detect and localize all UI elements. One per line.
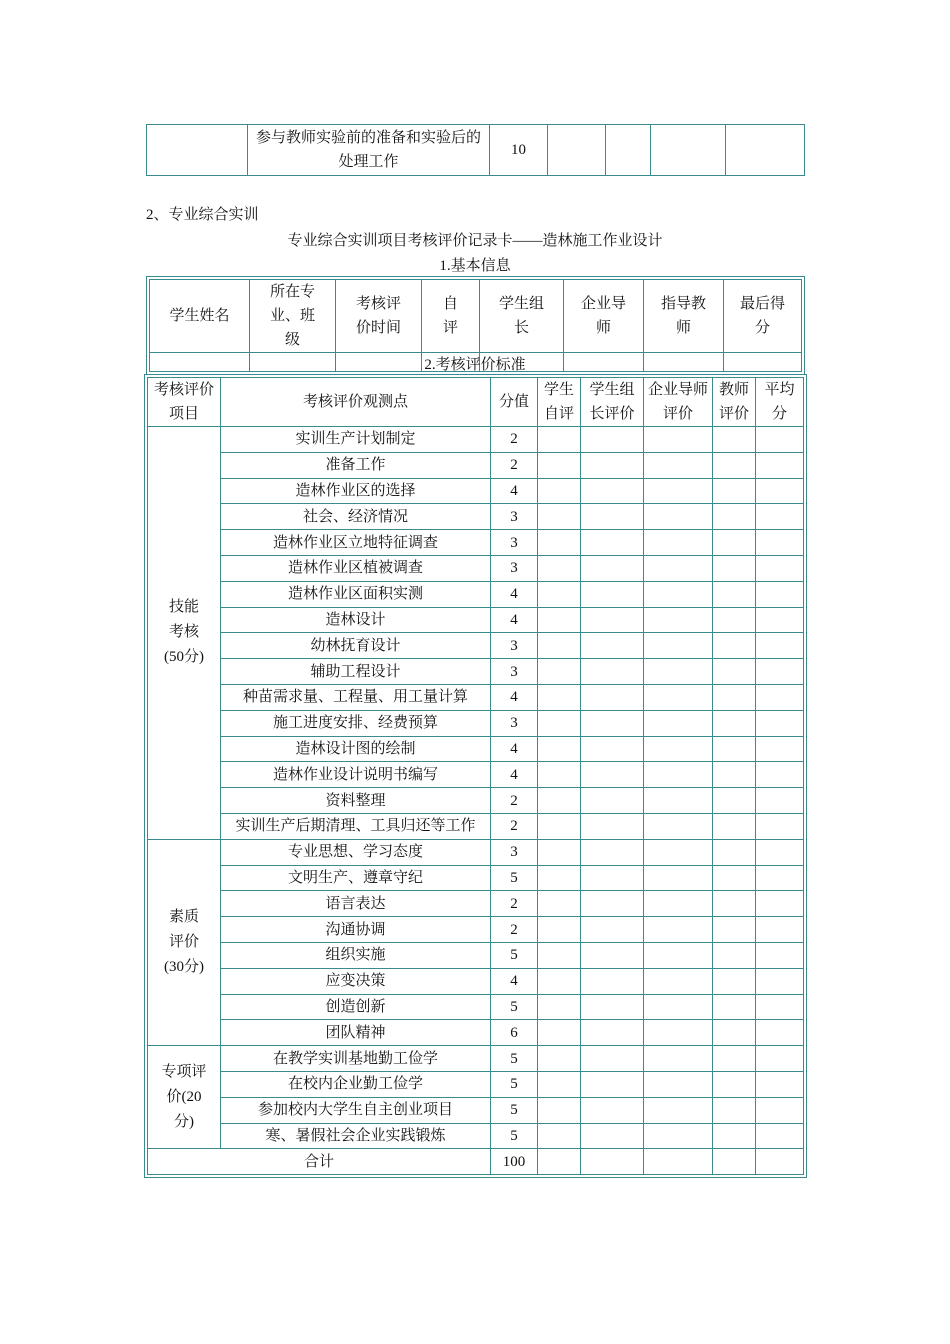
evaluation-input-cell[interactable] — [538, 1149, 581, 1175]
evaluation-input-cell[interactable] — [538, 994, 581, 1020]
observation-point: 在校内企业勤工俭学 — [221, 1071, 491, 1097]
evaluation-input-cell[interactable] — [538, 427, 581, 453]
evaluation-input-cell[interactable] — [713, 788, 756, 814]
basic-info-header-cell: 自评 — [422, 280, 480, 353]
evaluation-input-cell[interactable] — [713, 427, 756, 453]
table-row — [148, 1097, 804, 1123]
observation-point: 沟通协调 — [221, 917, 491, 943]
evaluation-input-cell[interactable] — [538, 736, 581, 762]
evaluation-input-cell[interactable] — [581, 891, 644, 917]
score-value: 5 — [491, 1071, 538, 1097]
evaluation-input-cell[interactable] — [756, 891, 804, 917]
evaluation-input-cell[interactable] — [756, 581, 804, 607]
evaluation-input-cell[interactable] — [581, 659, 644, 685]
table-row — [148, 994, 804, 1020]
score-value: 2 — [491, 813, 538, 839]
observation-point: 文明生产、遵章守纪 — [221, 865, 491, 891]
evaluation-input-cell[interactable] — [644, 607, 713, 633]
evaluation-input-cell[interactable] — [538, 1046, 581, 1072]
table-row — [148, 607, 804, 633]
table-row — [148, 1071, 804, 1097]
evaluation-input-cell[interactable] — [713, 1020, 756, 1046]
observation-point: 造林设计图的绘制 — [221, 736, 491, 762]
evaluation-input-cell[interactable] — [538, 917, 581, 943]
previous-table-tail — [146, 124, 805, 176]
evaluation-input-cell[interactable] — [644, 762, 713, 788]
evaluation-input-cell[interactable] — [713, 1097, 756, 1123]
evaluation-input-cell[interactable] — [538, 891, 581, 917]
header-self-eval: 学生自评 — [538, 378, 581, 427]
evaluation-input-cell[interactable] — [644, 710, 713, 736]
observation-point: 团队精神 — [221, 1020, 491, 1046]
evaluation-input-cell[interactable] — [713, 659, 756, 685]
score-value: 2 — [491, 427, 538, 453]
evaluation-input-cell[interactable] — [538, 1020, 581, 1046]
evaluation-input-cell[interactable] — [644, 504, 713, 530]
evaluation-input-cell[interactable] — [538, 1123, 581, 1149]
evaluation-input-cell[interactable] — [644, 813, 713, 839]
evaluation-input-cell[interactable] — [713, 968, 756, 994]
evaluation-input-cell[interactable] — [581, 427, 644, 453]
observation-point: 实训生产计划制定 — [221, 427, 491, 453]
evaluation-input-cell[interactable] — [644, 633, 713, 659]
observation-point: 创造创新 — [221, 994, 491, 1020]
table-row — [148, 917, 804, 943]
evaluation-input-cell[interactable] — [538, 968, 581, 994]
table-cell — [606, 125, 651, 176]
evaluation-input-cell[interactable] — [756, 813, 804, 839]
observation-point: 组织实施 — [221, 942, 491, 968]
table-row — [148, 1020, 804, 1046]
evaluation-input-cell[interactable] — [644, 684, 713, 710]
evaluation-input-cell[interactable] — [713, 762, 756, 788]
evaluation-input-cell[interactable] — [581, 788, 644, 814]
total-row — [148, 1149, 804, 1175]
table-row — [148, 684, 804, 710]
table-row — [148, 452, 804, 478]
evaluation-input-cell[interactable] — [713, 633, 756, 659]
evaluation-input-cell[interactable] — [756, 555, 804, 581]
evaluation-input-cell[interactable] — [756, 452, 804, 478]
score-value: 4 — [491, 736, 538, 762]
evaluation-input-cell[interactable] — [644, 891, 713, 917]
evaluation-input-cell[interactable] — [713, 1046, 756, 1072]
score-value: 3 — [491, 659, 538, 685]
score-value: 4 — [491, 762, 538, 788]
evaluation-input-cell[interactable] — [644, 839, 713, 865]
evaluation-input-cell[interactable] — [644, 1046, 713, 1072]
table-row — [148, 555, 804, 581]
card-title: 专业综合实训项目考核评价记录卡——造林施工作业设计 — [287, 233, 663, 249]
header-point: 考核评价观测点 — [221, 378, 491, 427]
evaluation-input-cell[interactable] — [713, 555, 756, 581]
evaluation-input-cell[interactable] — [756, 968, 804, 994]
evaluation-input-cell[interactable] — [644, 530, 713, 556]
evaluation-input-cell[interactable] — [713, 813, 756, 839]
evaluation-input-cell[interactable] — [581, 942, 644, 968]
evaluation-input-cell[interactable] — [756, 659, 804, 685]
evaluation-input-cell[interactable] — [581, 555, 644, 581]
evaluation-input-cell[interactable] — [644, 659, 713, 685]
evaluation-input-cell[interactable] — [644, 1123, 713, 1149]
evaluation-input-cell[interactable] — [756, 917, 804, 943]
basic-info-header-cell: 指导教师 — [644, 280, 724, 353]
evaluation-input-cell[interactable] — [581, 504, 644, 530]
table-row — [148, 530, 804, 556]
evaluation-input-cell[interactable] — [581, 813, 644, 839]
evaluation-input-cell[interactable] — [581, 1123, 644, 1149]
evaluation-input-cell[interactable] — [644, 994, 713, 1020]
header-score: 分值 — [491, 378, 538, 427]
observation-point: 辅助工程设计 — [221, 659, 491, 685]
table-row — [148, 942, 804, 968]
table-row — [148, 839, 804, 865]
score-value: 6 — [491, 1020, 538, 1046]
basic-info-header-cell: 学生组长 — [480, 280, 564, 353]
criteria-table — [147, 377, 804, 1175]
evaluation-input-cell[interactable] — [756, 633, 804, 659]
evaluation-input-cell[interactable] — [713, 1149, 756, 1175]
observation-point: 应变决策 — [221, 968, 491, 994]
evaluation-input-cell[interactable] — [713, 865, 756, 891]
category-cell: 素质评价(30分) — [148, 839, 221, 1045]
evaluation-input-cell[interactable] — [581, 581, 644, 607]
evaluation-input-cell[interactable] — [756, 736, 804, 762]
evaluation-input-cell[interactable] — [713, 942, 756, 968]
observation-point: 造林作业区的选择 — [221, 478, 491, 504]
evaluation-input-cell[interactable] — [756, 1046, 804, 1072]
section-heading: 2、专业综合实训 — [146, 207, 259, 223]
observation-point: 造林作业区面积实测 — [221, 581, 491, 607]
score-value: 2 — [491, 788, 538, 814]
evaluation-input-cell[interactable] — [644, 555, 713, 581]
total-label: 合计 — [148, 1149, 491, 1175]
evaluation-input-cell[interactable] — [756, 427, 804, 453]
header-teacher-eval: 教师评价 — [713, 378, 756, 427]
score-value: 3 — [491, 530, 538, 556]
evaluation-input-cell[interactable] — [644, 865, 713, 891]
evaluation-input-cell[interactable] — [644, 452, 713, 478]
evaluation-input-cell[interactable] — [713, 736, 756, 762]
evaluation-input-cell[interactable] — [581, 1020, 644, 1046]
observation-point: 寒、暑假社会企业实践锻炼 — [221, 1123, 491, 1149]
evaluation-input-cell[interactable] — [756, 788, 804, 814]
table-row — [148, 478, 804, 504]
score-value: 3 — [491, 839, 538, 865]
score-value: 3 — [491, 555, 538, 581]
category-cell: 专项评价(20分) — [148, 1046, 221, 1149]
table-row — [148, 1046, 804, 1072]
observation-point: 造林作业区植被调查 — [221, 555, 491, 581]
evaluation-input-cell[interactable] — [713, 684, 756, 710]
basic-info-header-cell: 学生姓名 — [150, 280, 250, 353]
evaluation-input-cell[interactable] — [538, 788, 581, 814]
basic-info-header-cell: 考核评价时间 — [336, 280, 422, 353]
score-value: 3 — [491, 504, 538, 530]
total-score: 100 — [491, 1149, 538, 1175]
evaluation-input-cell[interactable] — [756, 942, 804, 968]
basic-info-header-row — [150, 280, 802, 353]
criteria-title: 2.考核评价标准 — [424, 357, 526, 373]
observation-point: 语言表达 — [221, 891, 491, 917]
table-cell — [651, 125, 726, 176]
evaluation-input-cell[interactable] — [713, 891, 756, 917]
table-row — [148, 813, 804, 839]
basic-info-title: 1.基本信息 — [439, 258, 511, 274]
header-average: 平均分 — [756, 378, 804, 427]
evaluation-input-cell[interactable] — [538, 1071, 581, 1097]
category-cell: 技能考核(50分) — [148, 427, 221, 840]
observation-point: 施工进度安排、经费预算 — [221, 710, 491, 736]
evaluation-input-cell[interactable] — [756, 478, 804, 504]
observation-point: 幼林抚育设计 — [221, 633, 491, 659]
evaluation-input-cell[interactable] — [756, 762, 804, 788]
table-row — [148, 865, 804, 891]
evaluation-input-cell[interactable] — [581, 839, 644, 865]
score-value: 3 — [491, 633, 538, 659]
evaluation-input-cell[interactable] — [538, 581, 581, 607]
score-value: 2 — [491, 917, 538, 943]
score-value: 5 — [491, 994, 538, 1020]
evaluation-input-cell[interactable] — [538, 684, 581, 710]
score-value: 2 — [491, 891, 538, 917]
evaluation-input-cell[interactable] — [756, 1020, 804, 1046]
evaluation-input-cell[interactable] — [581, 1071, 644, 1097]
table-row — [148, 659, 804, 685]
evaluation-input-cell[interactable] — [581, 968, 644, 994]
table-row — [148, 762, 804, 788]
evaluation-input-cell[interactable] — [756, 1123, 804, 1149]
basic-info-header-cell: 企业导师 — [564, 280, 644, 353]
evaluation-input-cell[interactable] — [756, 1071, 804, 1097]
evaluation-input-cell[interactable] — [581, 710, 644, 736]
evaluation-input-cell[interactable] — [538, 659, 581, 685]
observation-point: 社会、经济情况 — [221, 504, 491, 530]
evaluation-input-cell[interactable] — [538, 504, 581, 530]
header-category: 考核评价项目 — [148, 378, 221, 427]
header-mentor-eval: 企业导师评价 — [644, 378, 713, 427]
evaluation-input-cell[interactable] — [713, 839, 756, 865]
observation-point: 在教学实训基地勤工俭学 — [221, 1046, 491, 1072]
evaluation-input-cell[interactable] — [581, 607, 644, 633]
observation-point: 种苗需求量、工程量、用工量计算 — [221, 684, 491, 710]
evaluation-input-cell[interactable] — [713, 1071, 756, 1097]
evaluation-input-cell[interactable] — [713, 994, 756, 1020]
evaluation-input-cell[interactable] — [756, 865, 804, 891]
score-value: 4 — [491, 968, 538, 994]
top-item-score: 10 — [490, 125, 548, 176]
table-row — [148, 1123, 804, 1149]
evaluation-input-cell[interactable] — [581, 736, 644, 762]
evaluation-input-cell[interactable] — [756, 994, 804, 1020]
evaluation-input-cell[interactable] — [644, 427, 713, 453]
basic-info-header-cell: 所在专业、班级 — [250, 280, 336, 353]
table-row — [148, 427, 804, 453]
table-cell — [726, 125, 805, 176]
table-row — [148, 581, 804, 607]
evaluation-input-cell[interactable] — [644, 1097, 713, 1123]
table-row — [148, 788, 804, 814]
evaluation-input-cell[interactable] — [713, 1123, 756, 1149]
evaluation-input-cell[interactable] — [644, 788, 713, 814]
evaluation-input-cell[interactable] — [644, 581, 713, 607]
evaluation-input-cell[interactable] — [756, 710, 804, 736]
evaluation-input-cell[interactable] — [713, 710, 756, 736]
evaluation-input-cell[interactable] — [538, 452, 581, 478]
evaluation-input-cell[interactable] — [538, 478, 581, 504]
evaluation-input-cell[interactable] — [581, 530, 644, 556]
evaluation-input-cell[interactable] — [538, 865, 581, 891]
evaluation-input-cell[interactable] — [756, 607, 804, 633]
score-value: 5 — [491, 942, 538, 968]
evaluation-input-cell[interactable] — [581, 1149, 644, 1175]
table-row — [147, 125, 805, 176]
evaluation-input-cell[interactable] — [538, 607, 581, 633]
evaluation-input-cell[interactable] — [644, 917, 713, 943]
evaluation-input-cell[interactable] — [581, 762, 644, 788]
evaluation-input-cell[interactable] — [713, 530, 756, 556]
observation-point: 造林设计 — [221, 607, 491, 633]
evaluation-input-cell[interactable] — [581, 917, 644, 943]
evaluation-input-cell[interactable] — [581, 633, 644, 659]
evaluation-input-cell[interactable] — [644, 736, 713, 762]
observation-point: 资料整理 — [221, 788, 491, 814]
basic-info-header-cell: 最后得分 — [724, 280, 802, 353]
evaluation-input-cell[interactable] — [581, 865, 644, 891]
evaluation-input-cell[interactable] — [538, 710, 581, 736]
evaluation-input-cell[interactable] — [644, 1071, 713, 1097]
observation-point: 准备工作 — [221, 452, 491, 478]
score-value: 4 — [491, 607, 538, 633]
evaluation-input-cell[interactable] — [644, 968, 713, 994]
evaluation-input-cell[interactable] — [538, 762, 581, 788]
evaluation-input-cell[interactable] — [713, 581, 756, 607]
score-value: 3 — [491, 710, 538, 736]
observation-point: 专业思想、学习态度 — [221, 839, 491, 865]
evaluation-input-cell[interactable] — [756, 839, 804, 865]
evaluation-input-cell[interactable] — [538, 813, 581, 839]
evaluation-input-cell[interactable] — [538, 530, 581, 556]
table-row — [148, 891, 804, 917]
score-value: 4 — [491, 581, 538, 607]
table-row — [148, 504, 804, 530]
observation-point: 造林作业设计说明书编写 — [221, 762, 491, 788]
evaluation-input-cell[interactable] — [538, 633, 581, 659]
observation-point: 参加校内大学生自主创业项目 — [221, 1097, 491, 1123]
evaluation-input-cell[interactable] — [713, 504, 756, 530]
evaluation-input-cell[interactable] — [644, 1020, 713, 1046]
evaluation-input-cell[interactable] — [756, 1097, 804, 1123]
top-item-text: 参与教师实验前的准备和实验后的处理工作 — [248, 125, 490, 176]
evaluation-input-cell[interactable] — [581, 1046, 644, 1072]
criteria-header-row — [148, 378, 804, 427]
table-cell — [147, 125, 248, 176]
evaluation-input-cell[interactable] — [756, 684, 804, 710]
observation-point: 实训生产后期清理、工具归还等工作 — [221, 813, 491, 839]
table-cell — [548, 125, 606, 176]
evaluation-input-cell[interactable] — [713, 478, 756, 504]
evaluation-input-cell[interactable] — [538, 1097, 581, 1123]
score-value: 5 — [491, 1097, 538, 1123]
table-row — [148, 633, 804, 659]
evaluation-input-cell[interactable] — [713, 917, 756, 943]
evaluation-input-cell[interactable] — [581, 478, 644, 504]
evaluation-input-cell[interactable] — [581, 452, 644, 478]
evaluation-input-cell[interactable] — [644, 1149, 713, 1175]
score-value: 5 — [491, 1046, 538, 1072]
header-leader-eval: 学生组长评价 — [581, 378, 644, 427]
table-row — [148, 736, 804, 762]
observation-point: 造林作业区立地特征调查 — [221, 530, 491, 556]
evaluation-input-cell[interactable] — [713, 452, 756, 478]
score-value: 2 — [491, 452, 538, 478]
evaluation-input-cell[interactable] — [538, 942, 581, 968]
evaluation-input-cell[interactable] — [581, 1097, 644, 1123]
evaluation-input-cell[interactable] — [644, 942, 713, 968]
table-row — [148, 710, 804, 736]
evaluation-input-cell[interactable] — [756, 530, 804, 556]
score-value: 4 — [491, 478, 538, 504]
evaluation-input-cell[interactable] — [713, 607, 756, 633]
evaluation-input-cell[interactable] — [581, 994, 644, 1020]
evaluation-input-cell[interactable] — [581, 684, 644, 710]
evaluation-input-cell[interactable] — [756, 1149, 804, 1175]
evaluation-input-cell[interactable] — [538, 839, 581, 865]
evaluation-input-cell[interactable] — [538, 555, 581, 581]
table-row — [148, 968, 804, 994]
evaluation-input-cell[interactable] — [756, 504, 804, 530]
score-value: 5 — [491, 1123, 538, 1149]
score-value: 5 — [491, 865, 538, 891]
evaluation-input-cell[interactable] — [644, 478, 713, 504]
score-value: 4 — [491, 684, 538, 710]
